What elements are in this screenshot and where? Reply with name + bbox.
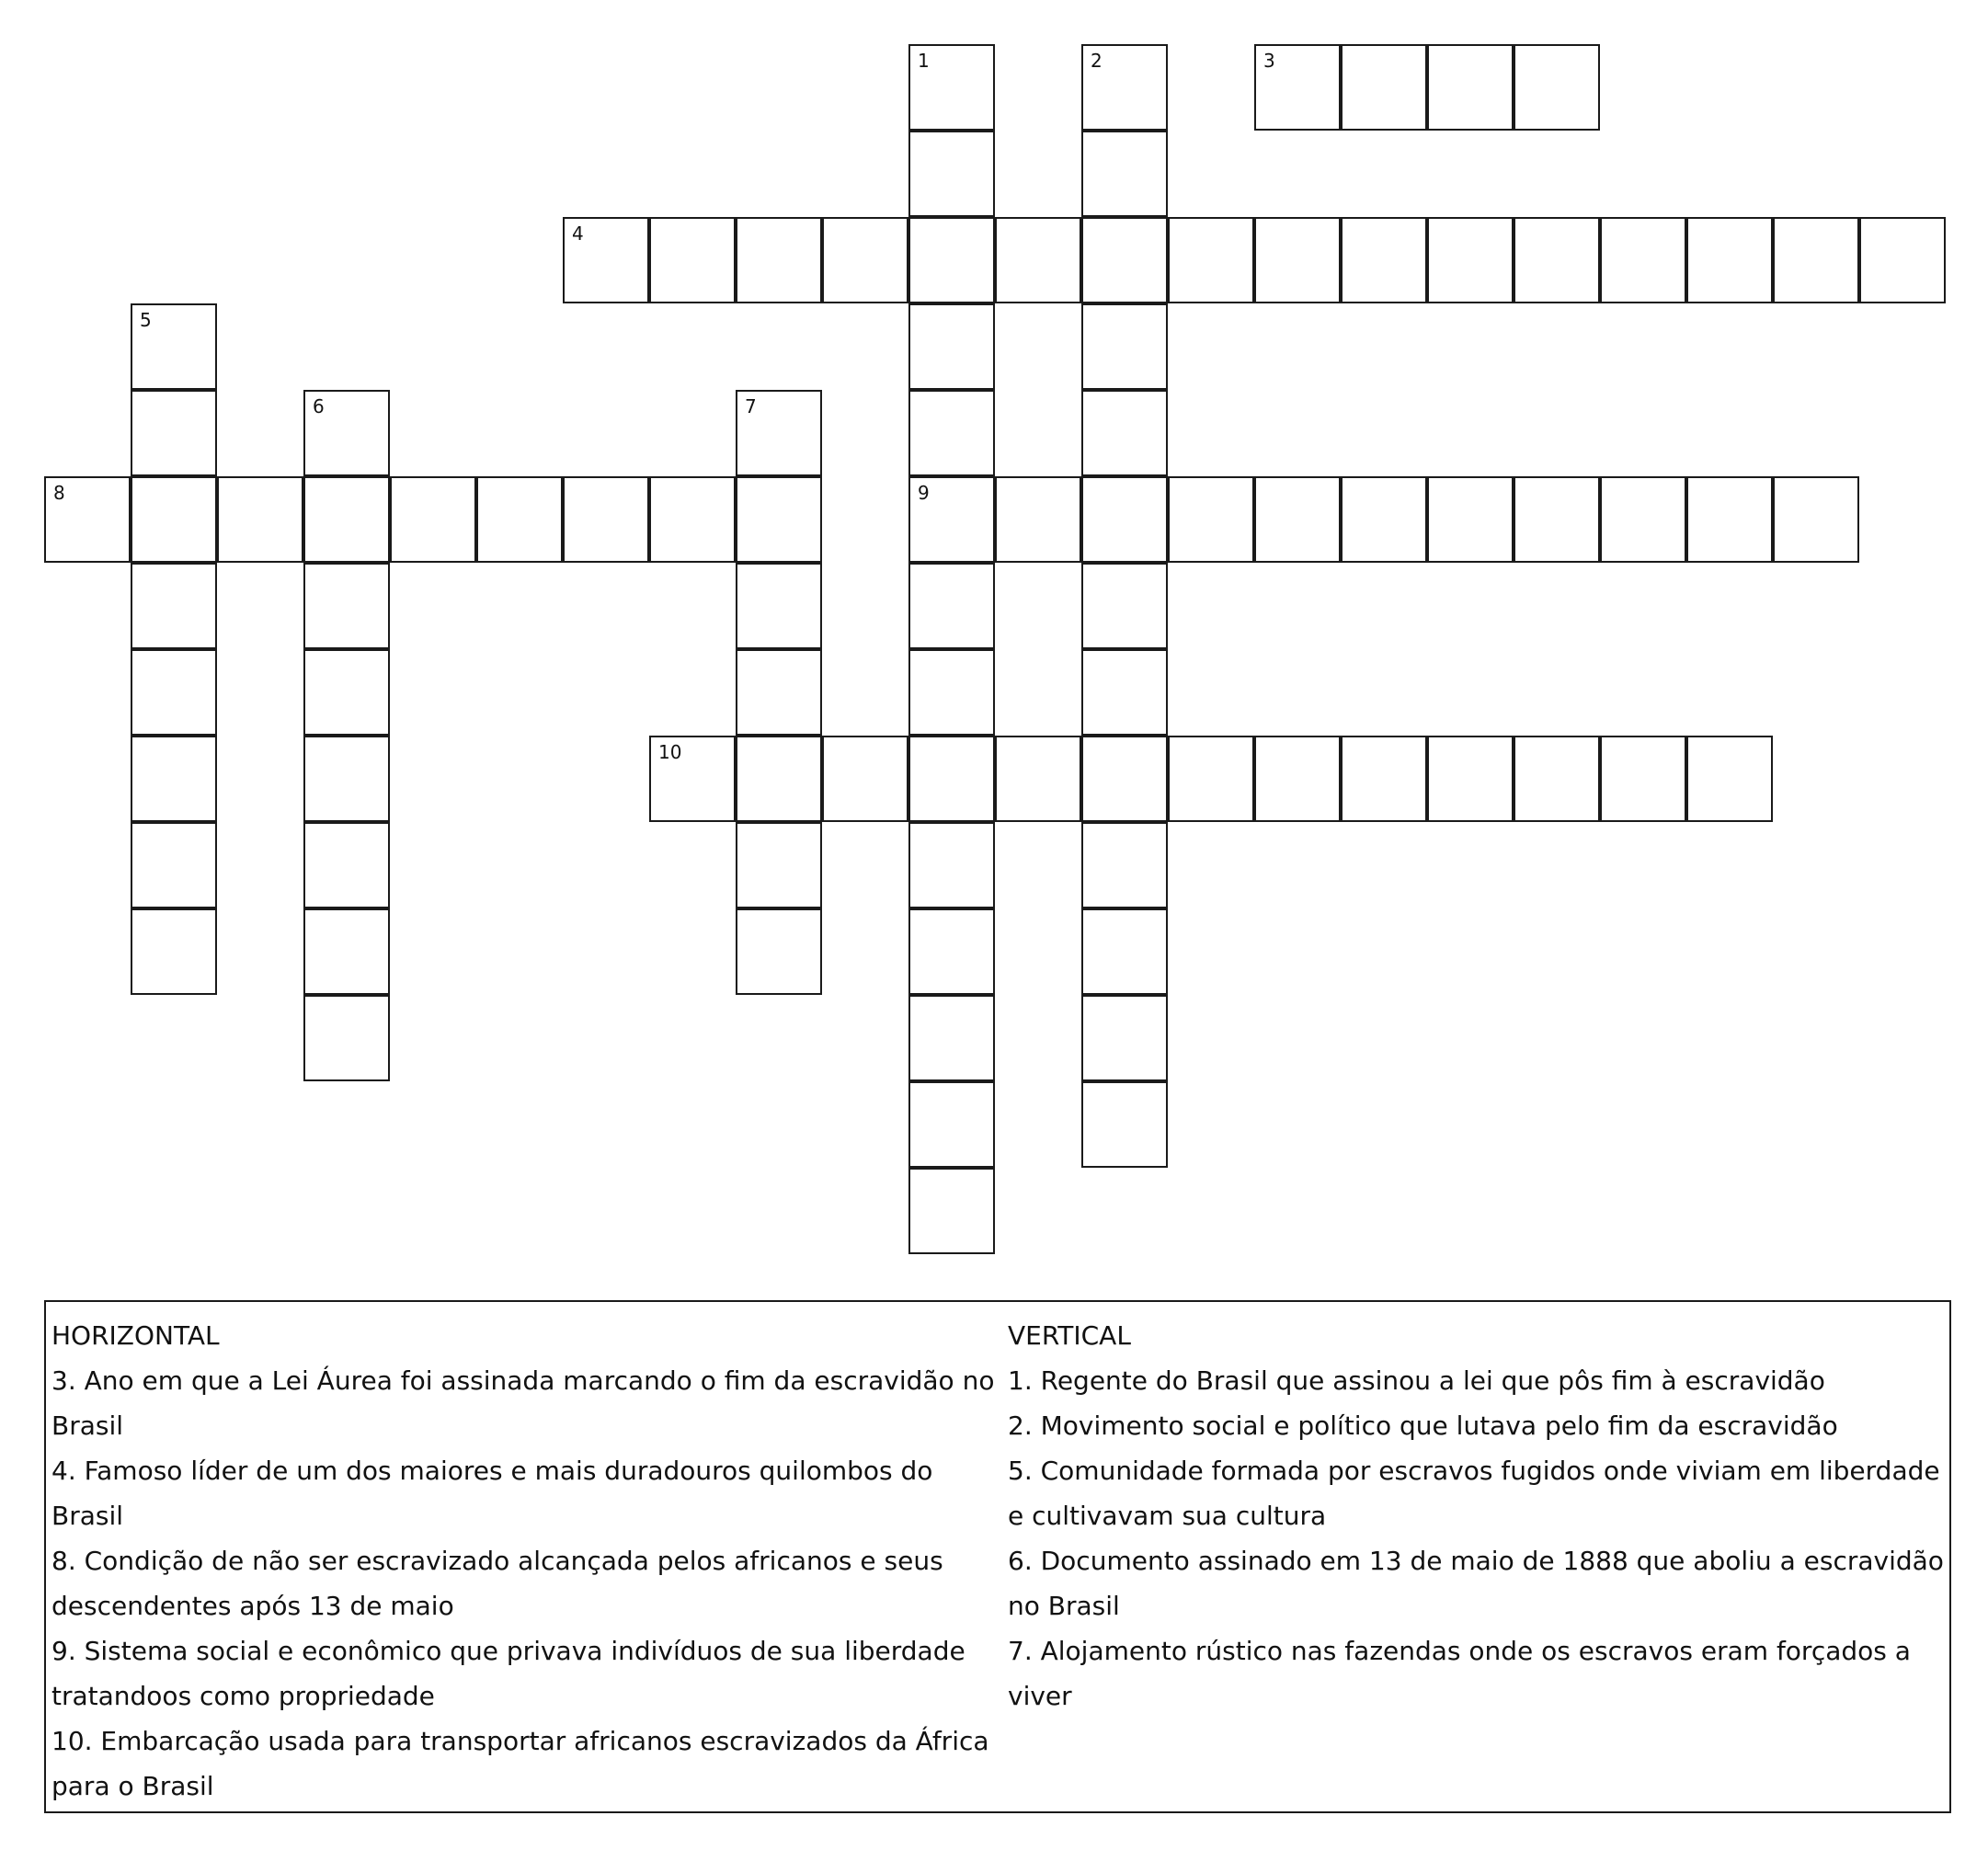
grid-cell[interactable] bbox=[1081, 303, 1168, 390]
grid-cell[interactable] bbox=[390, 476, 476, 563]
grid-cell[interactable] bbox=[131, 822, 217, 908]
grid-cell[interactable] bbox=[649, 736, 736, 822]
grid-cell[interactable] bbox=[908, 303, 995, 390]
grid-cell[interactable] bbox=[1427, 217, 1514, 303]
grid-cell[interactable] bbox=[1081, 476, 1168, 563]
grid-cell[interactable] bbox=[1514, 476, 1600, 563]
grid-cell[interactable] bbox=[1427, 44, 1514, 131]
grid-cell[interactable] bbox=[303, 649, 390, 736]
vertical-heading: VERTICAL bbox=[1008, 1320, 1131, 1351]
grid-cell[interactable] bbox=[908, 822, 995, 908]
grid-cell[interactable] bbox=[1081, 908, 1168, 995]
clue-number-3: 3 bbox=[1263, 50, 1275, 72]
grid-cell[interactable] bbox=[908, 908, 995, 995]
grid-cell[interactable] bbox=[908, 995, 995, 1081]
clues-box bbox=[44, 1300, 1951, 1813]
horizontal-clues bbox=[51, 1313, 999, 1809]
grid-cell[interactable] bbox=[303, 563, 390, 649]
grid-cell[interactable] bbox=[476, 476, 563, 563]
grid-cell[interactable] bbox=[736, 390, 822, 476]
grid-cell[interactable] bbox=[908, 217, 995, 303]
grid-cell[interactable] bbox=[1427, 476, 1514, 563]
grid-cell[interactable] bbox=[1081, 1081, 1168, 1168]
grid-cell[interactable] bbox=[822, 217, 908, 303]
grid-cell[interactable] bbox=[44, 476, 131, 563]
grid-cell[interactable] bbox=[1600, 736, 1686, 822]
grid-cell[interactable] bbox=[908, 476, 995, 563]
grid-cell[interactable] bbox=[908, 649, 995, 736]
grid-cell[interactable] bbox=[995, 217, 1081, 303]
grid-cell[interactable] bbox=[1254, 217, 1341, 303]
grid-cell[interactable] bbox=[563, 476, 649, 563]
grid-cell[interactable] bbox=[1081, 217, 1168, 303]
clue-down-5: 5. Comunidade formada por escravos fugidos onde viviam em liberdade e cultivavam sua cultura bbox=[1008, 1456, 1940, 1531]
grid-cell[interactable] bbox=[822, 736, 908, 822]
grid-cell[interactable] bbox=[995, 736, 1081, 822]
grid-cell[interactable] bbox=[1341, 44, 1427, 131]
grid-cell[interactable] bbox=[1254, 476, 1341, 563]
grid-cell[interactable] bbox=[1600, 476, 1686, 563]
grid-cell[interactable] bbox=[908, 1168, 995, 1254]
grid-cell[interactable] bbox=[908, 1081, 995, 1168]
grid-cell[interactable] bbox=[1168, 736, 1254, 822]
horizontal-heading: HORIZONTAL bbox=[51, 1320, 220, 1351]
grid-cell[interactable] bbox=[1254, 736, 1341, 822]
clue-number-6: 6 bbox=[313, 395, 325, 417]
grid-cell[interactable] bbox=[1773, 476, 1859, 563]
grid-cell[interactable] bbox=[1081, 131, 1168, 217]
grid-cell[interactable] bbox=[303, 476, 390, 563]
clue-across-8: 8. Condição de não ser escravizado alcançada pelos africanos e seus descendentes após 13 de maio bbox=[51, 1546, 943, 1621]
grid-cell[interactable] bbox=[131, 563, 217, 649]
grid-cell[interactable] bbox=[736, 908, 822, 995]
grid-cell[interactable] bbox=[995, 476, 1081, 563]
clue-across-9: 9. Sistema social e econômico que privava indivíduos de sua liberdade tratandoos como propriedade bbox=[51, 1636, 965, 1711]
clue-number-2: 2 bbox=[1091, 50, 1103, 72]
grid-cell[interactable] bbox=[131, 476, 217, 563]
grid-cell[interactable] bbox=[1514, 44, 1600, 131]
grid-cell[interactable] bbox=[736, 736, 822, 822]
grid-cell[interactable] bbox=[563, 217, 649, 303]
grid-cell[interactable] bbox=[303, 908, 390, 995]
grid-cell[interactable] bbox=[1168, 217, 1254, 303]
grid-cell[interactable] bbox=[131, 736, 217, 822]
grid-cell[interactable] bbox=[1514, 736, 1600, 822]
grid-cell[interactable] bbox=[908, 44, 995, 131]
grid-cell[interactable] bbox=[303, 390, 390, 476]
grid-cell[interactable] bbox=[1081, 563, 1168, 649]
grid-cell[interactable] bbox=[1859, 217, 1946, 303]
clue-number-9: 9 bbox=[918, 482, 930, 504]
grid-cell[interactable] bbox=[217, 476, 303, 563]
clue-across-10: 10. Embarcação usada para transportar africanos escravizados da África para o Brasil bbox=[51, 1726, 989, 1801]
grid-cell[interactable] bbox=[1341, 217, 1427, 303]
grid-cell[interactable] bbox=[649, 217, 736, 303]
clue-number-10: 10 bbox=[658, 741, 682, 763]
grid-cell[interactable] bbox=[908, 736, 995, 822]
grid-cell[interactable] bbox=[1081, 736, 1168, 822]
clue-across-3: 3. Ano em que a Lei Áurea foi assinada marcando o fim da escravidão no Brasil bbox=[51, 1365, 995, 1441]
grid-cell[interactable] bbox=[1514, 217, 1600, 303]
grid-cell[interactable] bbox=[131, 649, 217, 736]
grid-cell[interactable] bbox=[908, 390, 995, 476]
clue-number-1: 1 bbox=[918, 50, 930, 72]
grid-cell[interactable] bbox=[303, 736, 390, 822]
grid-cell[interactable] bbox=[736, 649, 822, 736]
grid-cell[interactable] bbox=[1081, 995, 1168, 1081]
clue-down-2: 2. Movimento social e político que lutava pelo fim da escravidão bbox=[1008, 1410, 1838, 1441]
clue-down-6: 6. Documento assinado em 13 de maio de 1888 que aboliu a escravidão no Brasil bbox=[1008, 1546, 1944, 1621]
grid-cell[interactable] bbox=[1081, 649, 1168, 736]
grid-cell[interactable] bbox=[736, 822, 822, 908]
grid-cell[interactable] bbox=[1686, 217, 1773, 303]
grid-cell[interactable] bbox=[736, 476, 822, 563]
grid-cell[interactable] bbox=[131, 908, 217, 995]
clue-number-5: 5 bbox=[140, 309, 152, 331]
grid-cell[interactable] bbox=[1686, 476, 1773, 563]
grid-cell[interactable] bbox=[1600, 217, 1686, 303]
clue-number-8: 8 bbox=[53, 482, 65, 504]
grid-cell[interactable] bbox=[1081, 44, 1168, 131]
grid-cell[interactable] bbox=[303, 822, 390, 908]
clue-number-7: 7 bbox=[745, 395, 757, 417]
clue-across-4: 4. Famoso líder de um dos maiores e mais duradouros quilombos do Brasil bbox=[51, 1456, 933, 1531]
grid-cell[interactable] bbox=[1341, 736, 1427, 822]
grid-cell[interactable] bbox=[1168, 476, 1254, 563]
grid-cell[interactable] bbox=[131, 390, 217, 476]
clue-down-7: 7. Alojamento rústico nas fazendas onde os escravos eram forçados a viver bbox=[1008, 1636, 1911, 1711]
grid-cell[interactable] bbox=[908, 131, 995, 217]
grid-cell[interactable] bbox=[736, 563, 822, 649]
vertical-clues bbox=[1008, 1313, 1948, 1719]
grid-cell[interactable] bbox=[1081, 390, 1168, 476]
grid-cell[interactable] bbox=[1254, 44, 1341, 131]
grid-cell[interactable] bbox=[1427, 736, 1514, 822]
grid-cell[interactable] bbox=[1773, 217, 1859, 303]
grid-cell[interactable] bbox=[1341, 476, 1427, 563]
clue-number-4: 4 bbox=[572, 223, 584, 245]
grid-cell[interactable] bbox=[131, 303, 217, 390]
grid-cell[interactable] bbox=[303, 995, 390, 1081]
grid-cell[interactable] bbox=[736, 217, 822, 303]
grid-cell[interactable] bbox=[1081, 822, 1168, 908]
grid-cell[interactable] bbox=[908, 563, 995, 649]
grid-cell[interactable] bbox=[1686, 736, 1773, 822]
grid-cell[interactable] bbox=[649, 476, 736, 563]
clue-down-1: 1. Regente do Brasil que assinou a lei que pôs fim à escravidão bbox=[1008, 1365, 1825, 1396]
